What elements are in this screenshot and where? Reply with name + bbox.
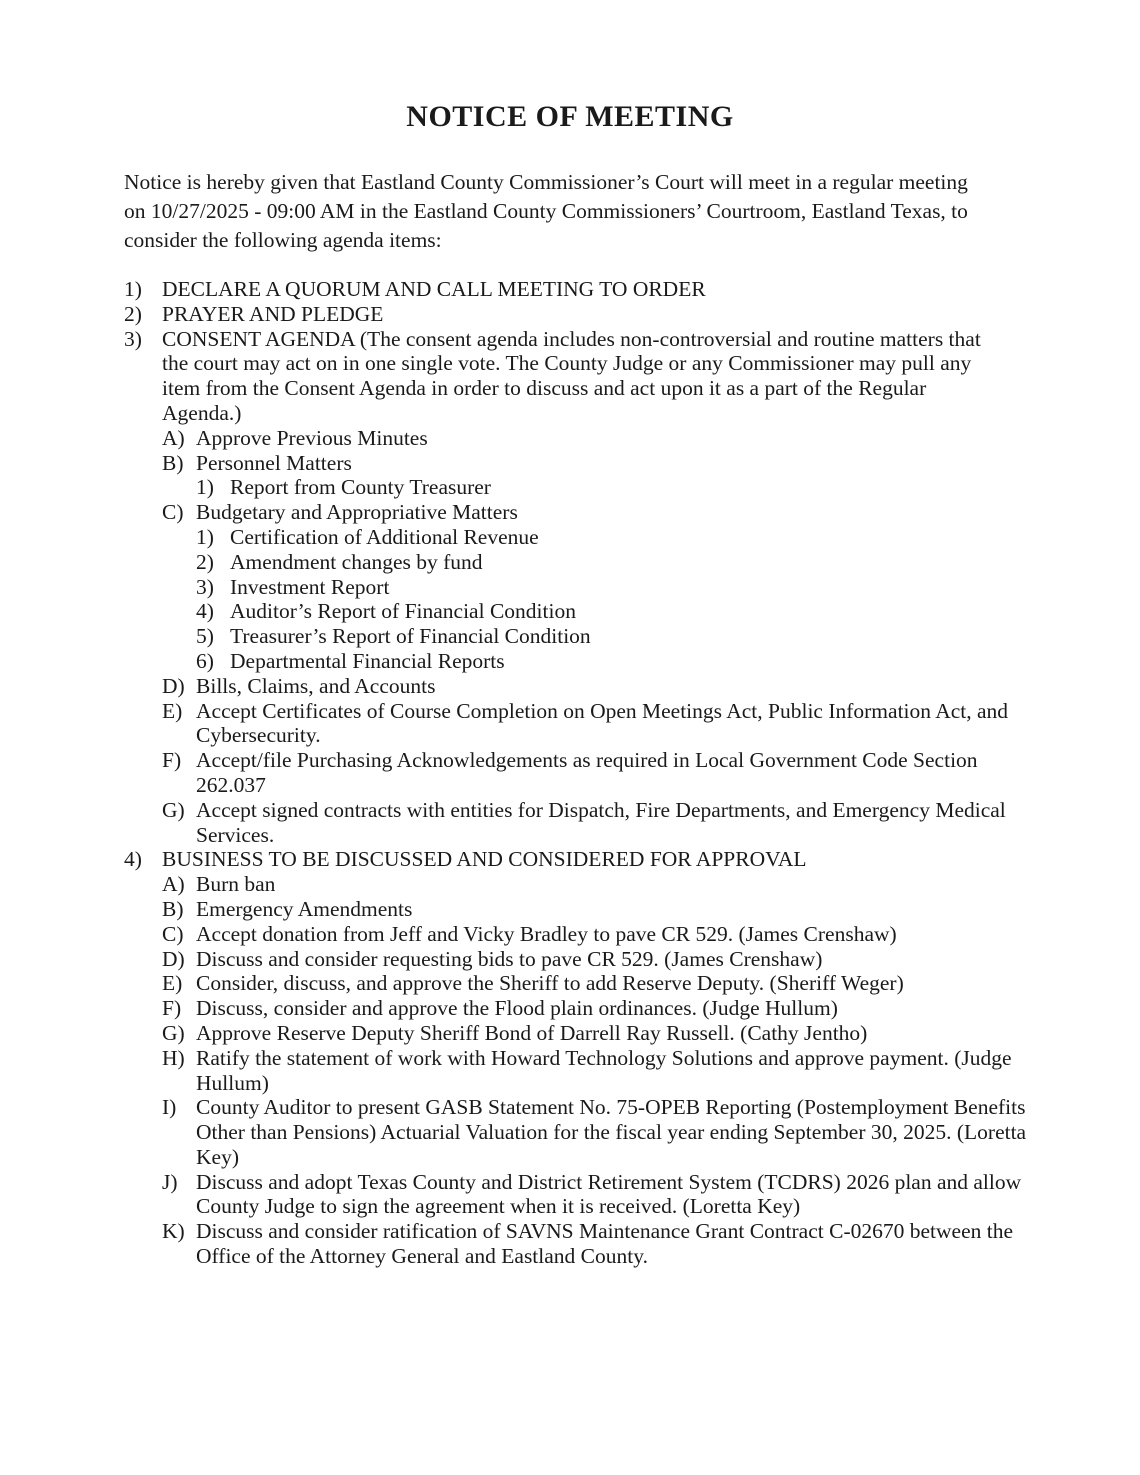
agenda-item-text: Budgetary and Appropriative Matters [196, 500, 518, 525]
agenda-item-marker: 1) [196, 524, 214, 549]
agenda-item-i-county-auditor-to-present-gasb-stateme [162, 1095, 1042, 1169]
agenda-item-k-discuss-and-consider-ratification-of-s [162, 1219, 1042, 1269]
agenda-item-text: Departmental Financial Reports [230, 648, 505, 673]
agenda-item-text: Investment Report [230, 574, 390, 599]
agenda-item-text: County Auditor to present GASB Statement No. 75-OPEB Reporting (Postemployment Benefits Other than Pensions) Actuarial Valuation for the fiscal year ending September 30, 2025. (Loretta Key) [196, 1095, 1027, 1169]
agenda-item-3-consent-agenda-the-consent-agenda-incl [124, 327, 1004, 426]
agenda-item-f-discuss-consider-and-approve-the-flood [162, 996, 1042, 1021]
agenda-item-b-emergency-amendments [162, 897, 1042, 922]
agenda-item-1-report-from-county-treasurer [196, 475, 1076, 500]
agenda-item-2-amendment-changes-by-fund [196, 550, 1076, 575]
agenda-item-text: Discuss and adopt Texas County and District Retirement System (TCDRS) 2026 plan and allow County Judge to sign the agreement when it is received. (Loretta Key) [196, 1169, 1022, 1219]
agenda-item-marker: D) [162, 673, 185, 698]
agenda-item-marker: F) [162, 996, 182, 1021]
agenda-item-marker: F) [162, 748, 182, 773]
agenda-item-marker: 6) [196, 648, 214, 673]
agenda-item-text: Consider, discuss, and approve the Sheriff to add Reserve Deputy. (Sheriff Weger) [196, 971, 904, 996]
agenda-item-marker: K) [162, 1219, 185, 1244]
agenda-item-e-consider-discuss-and-approve-the-sheri [162, 971, 1042, 996]
agenda-item-a-approve-previous-minutes [162, 426, 1042, 451]
agenda-item-text: Discuss and consider ratification of SAVNS Maintenance Grant Contract C-02670 between the Office of the Attorney General and Eastland County. [196, 1219, 1013, 1269]
agenda-item-marker: B) [162, 450, 184, 475]
agenda-item-g-approve-reserve-deputy-sheriff-bond-of [162, 1021, 1042, 1046]
agenda-item-5-treasurer-s-report-of-financial-condit [196, 624, 1076, 649]
agenda-item-text: BUSINESS TO BE DISCUSSED AND CONSIDERED FOR APPROVAL [162, 847, 807, 872]
agenda-item-text: Bills, Claims, and Accounts [196, 673, 436, 698]
agenda-item-text: Ratify the statement of work with Howard Technology Solutions and approve payment. (Judge Hullum) [196, 1045, 1012, 1095]
agenda-item-marker: I) [162, 1095, 177, 1120]
agenda-item-marker: E) [162, 698, 183, 723]
agenda-item-4-business-to-be-discussed-and-considere [124, 847, 1004, 872]
agenda-item-marker: A) [162, 872, 185, 897]
agenda-item-2-prayer-and-pledge [124, 302, 1004, 327]
agenda-item-marker: A) [162, 425, 185, 450]
agenda-item-a-burn-ban [162, 872, 1042, 897]
agenda-item-6-departmental-financial-reports [196, 649, 1076, 674]
agenda-item-text: DECLARE A QUORUM AND CALL MEETING TO ORDER [162, 277, 706, 301]
agenda-item-marker: 2) [124, 301, 142, 326]
agenda-item-text: Certification of Additional Revenue [230, 524, 539, 549]
agenda-item-marker: J) [162, 1169, 178, 1194]
agenda-item-marker: G) [162, 797, 185, 822]
agenda-item-h-ratify-the-statement-of-work-with-howa [162, 1046, 1042, 1096]
agenda-item-text: Accept donation from Jeff and Vicky Bradley to pave CR 529. (James Crenshaw) [196, 921, 897, 946]
agenda-item-marker: 1) [196, 475, 214, 500]
agenda-item-text: Discuss, consider and approve the Flood plain ordinances. (Judge Hullum) [196, 996, 838, 1021]
agenda-item-text: Auditor’s Report of Financial Condition [230, 599, 576, 624]
agenda-item-marker: B) [162, 896, 184, 921]
agenda-list [124, 277, 1027, 1269]
agenda-item-marker: 4) [196, 599, 214, 624]
agenda-item-text: Approve Previous Minutes [196, 425, 428, 450]
agenda-item-text: Burn ban [196, 872, 276, 897]
agenda-item-text: Accept/file Purchasing Acknowledgements as required in Local Government Code Section 262.037 [196, 748, 978, 797]
agenda-item-text: Report from County Treasurer [230, 475, 491, 500]
agenda-item-d-discuss-and-consider-requesting-bids-t [162, 947, 1042, 972]
agenda-item-c-budgetary-and-appropriative-matters [162, 500, 1042, 525]
agenda-item-marker: 5) [196, 624, 214, 649]
agenda-item-marker: 3) [124, 326, 142, 351]
agenda-item-text: Discuss and consider requesting bids to pave CR 529. (James Crenshaw) [196, 946, 823, 971]
agenda-item-c-accept-donation-from-jeff-and-vicky-br [162, 922, 1042, 947]
agenda-item-3-investment-report [196, 575, 1076, 600]
agenda-item-marker: C) [162, 921, 184, 946]
agenda-item-text: Approve Reserve Deputy Sheriff Bond of Darrell Ray Russell. (Cathy Jentho) [196, 1020, 868, 1045]
agenda-item-text: PRAYER AND PLEDGE [162, 301, 384, 326]
agenda-item-text: Emergency Amendments [196, 896, 413, 921]
agenda-item-text: Amendment changes by fund [230, 549, 483, 574]
agenda-item-marker: G) [162, 1020, 185, 1045]
agenda-item-text: CONSENT AGENDA (The consent agenda includes non-controversial and routine matters that the court may act on in one single vote. The County Judge or any Commissioner may pull any item from the Consent Agenda in order to discuss and act upon it as a part of the Regular Agenda.) [162, 326, 981, 425]
agenda-item-g-accept-signed-contracts-with-entities- [162, 798, 1042, 848]
agenda-item-j-discuss-and-adopt-texas-county-and-dis [162, 1170, 1042, 1220]
agenda-item-marker: C) [162, 500, 184, 525]
agenda-item-marker: H) [162, 1045, 185, 1070]
agenda-item-marker: E) [162, 971, 183, 996]
agenda-item-marker: 1) [124, 277, 142, 301]
agenda-item-4-auditor-s-report-of-financial-conditio [196, 599, 1076, 624]
agenda-item-marker: 3) [196, 574, 214, 599]
agenda-item-text: Treasurer’s Report of Financial Condition [230, 624, 591, 649]
agenda-item-d-bills-claims-and-accounts [162, 674, 1042, 699]
agenda-item-b-personnel-matters [162, 451, 1042, 476]
agenda-item-f-accept-file-purchasing-acknowledgement [162, 748, 1042, 798]
agenda-item-text: Accept Certificates of Course Completion on Open Meetings Act, Public Information Act, and Cybersecurity. [196, 698, 1009, 748]
notice-intro-paragraph: Notice is hereby given that Eastland County Commissioner’s Court will meet in a regular meeting on 10/27/2025 - 09:00 AM in the Eastland County Commissioners’ Courtroom, Eastland Texas, to consider the following agenda items: [124, 170, 968, 252]
agenda-item-marker: 2) [196, 549, 214, 574]
agenda-item-text: Accept signed contracts with entities for Dispatch, Fire Departments, and Emergency Medical Services. [196, 797, 1006, 847]
agenda-item-marker: 4) [124, 847, 142, 872]
agenda-item-1-certification-of-additional-revenue [196, 525, 1076, 550]
agenda-item-1-declare-a-quorum-and-call-meeting-to-o [124, 277, 1004, 302]
page-title: NOTICE OF MEETING [406, 100, 734, 133]
agenda-item-marker: D) [162, 946, 185, 971]
agenda-item-e-accept-certificates-of-course-completi [162, 699, 1042, 749]
agenda-item-text: Personnel Matters [196, 450, 352, 475]
